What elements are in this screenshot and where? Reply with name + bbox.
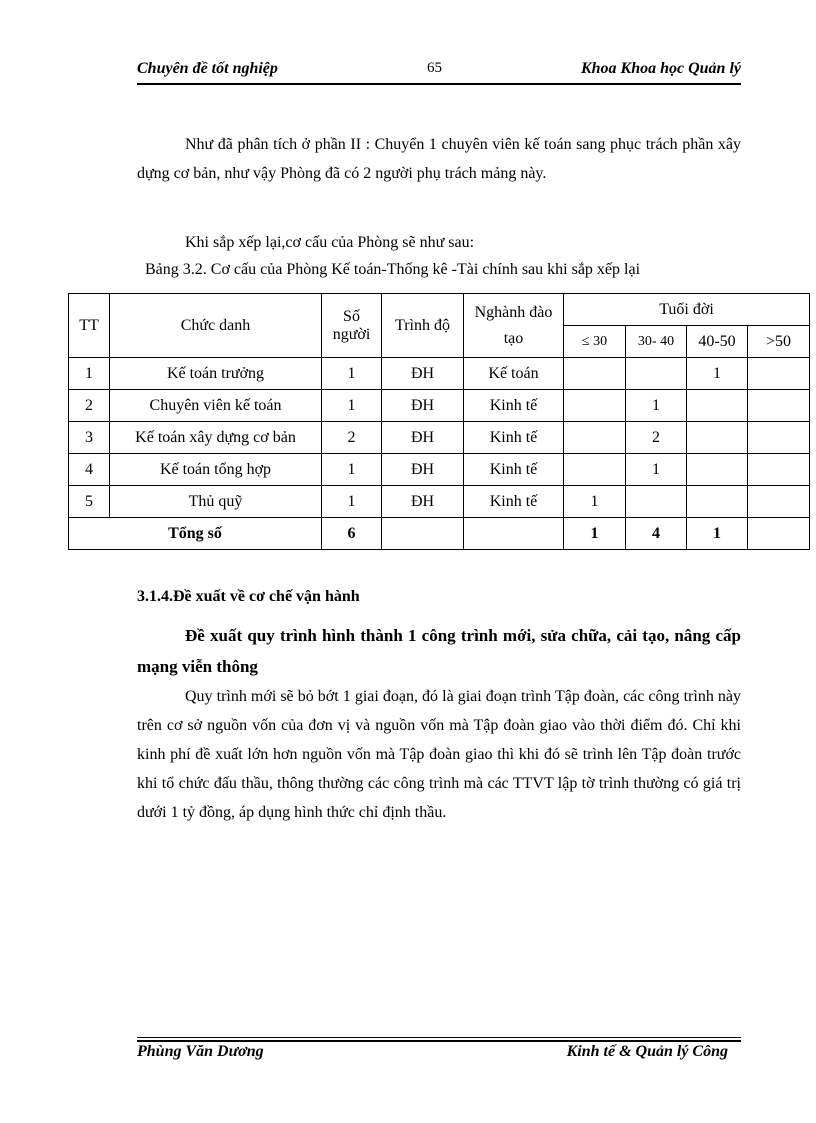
header-level: Trình độ [382,294,464,358]
proposal-title: Đề xuất quy trình hình thành 1 công trình mới, sửa chữa, cải tạo, nâng cấp mạng viễn thông [137,626,741,676]
table-total-row [69,518,810,550]
page-number: 65 [427,60,442,76]
cell-level: ĐH [382,358,464,390]
intro-paragraph: Như đã phân tích ở phần II : Chuyển 1 chuyên viên kế toán sang phục trách phần xây dựng cơ bản, như vậy Phòng đã có 2 người phụ trách mảng này. [137,136,741,182]
cell-title: Kế toán xây dựng cơ bản [110,422,322,454]
cell-title: Chuyên viên kế toán [110,390,322,422]
footer-department: Kinh tế & Quản lý Công [566,1043,728,1060]
cell-age: 1 [687,358,748,390]
footer-author: Phùng Văn Dương [137,1043,264,1060]
table-row [69,358,810,390]
cell-tt: 5 [69,486,110,518]
cell-age: 1 [564,486,626,518]
cell-age: 1 [626,390,687,422]
page-header [137,60,741,82]
cell-age [748,486,810,518]
age-group: ≤ 30 [564,326,626,358]
table-row [69,422,810,454]
cell-age [687,486,748,518]
header-age: Tuổi đời [564,294,810,326]
cell-tt: 2 [69,390,110,422]
cell-field: Kinh tế [464,486,564,518]
cell-field: Kế toán [464,358,564,390]
table-header-row [69,294,810,326]
cell-title: Kế toán trưởng [110,358,322,390]
cell-level: ĐH [382,422,464,454]
total-age [748,518,810,550]
staff-structure-table [68,293,810,550]
footer-divider [137,1037,741,1038]
section-heading: 3.1.4.Đề xuất về cơ chế vận hành [137,588,360,605]
cell-tt: 3 [69,422,110,454]
header-left-title: Chuyên đề tốt nghiệp [137,60,278,77]
cell-count: 1 [322,358,382,390]
cell-age [564,422,626,454]
cell-age [564,358,626,390]
cell-age [748,454,810,486]
cell-level: ĐH [382,454,464,486]
table-row [69,486,810,518]
cell-count: 1 [322,486,382,518]
cell-count: 1 [322,390,382,422]
cell-title: Thủ quỹ [110,486,322,518]
cell-age [687,390,748,422]
cell-age [626,486,687,518]
cell-count: 2 [322,422,382,454]
cell-age [748,358,810,390]
cell-age: 1 [626,454,687,486]
header-tt: TT [69,294,110,358]
structure-paragraph: Khi sắp xếp lại,cơ cấu của Phòng sẽ như sau: [185,234,475,251]
cell-field: Kinh tế [464,422,564,454]
cell-count: 1 [322,454,382,486]
total-count: 6 [322,518,382,550]
cell-level: ĐH [382,486,464,518]
total-label: Tổng số [69,518,322,550]
cell-age [564,390,626,422]
table-caption: Bảng 3.2. Cơ cấu của Phòng Kế toán-Thống kê -Tài chính sau khi sắp xếp lại [145,261,641,278]
table-row [69,454,810,486]
cell-field: Kinh tế [464,390,564,422]
cell-level: ĐH [382,390,464,422]
cell-field: Kinh tế [464,454,564,486]
total-field [464,518,564,550]
cell-tt: 4 [69,454,110,486]
header-count: Số người [322,294,382,358]
total-age: 4 [626,518,687,550]
cell-age [687,422,748,454]
header-right-title: Khoa Khoa học Quản lý [580,60,741,77]
age-group: >50 [748,326,810,358]
cell-title: Kế toán tổng hợp [110,454,322,486]
header-title: Chức danh [110,294,322,358]
proposal-body: Quy trình mới sẽ bỏ bớt 1 giai đoạn, đó là giai đoạn trình Tập đoàn, các công trình này trên cơ sở nguồn vốn của đơn vị và nguồn vốn mà Tập đoàn giao vào thời điểm đó. Chỉ khi kinh phí đề xuất lớn hơn nguồn vốn mà Tập đoàn giao thì khi đó sẽ trình lên Tập đoàn trước khi tổ chức đấu thầu, thông thường các công trình mà các TTVT lập tờ trình thường có giá trị dưới 1 tỷ đồng, áp dụng hình thức chỉ định thầu. [137,688,741,821]
cell-age [564,454,626,486]
cell-age [748,422,810,454]
total-level [382,518,464,550]
age-group: 30- 40 [626,326,687,358]
header-field: Nghành đào tạo [464,294,564,358]
footer-divider-thick [137,1040,741,1042]
cell-age [626,358,687,390]
total-age: 1 [687,518,748,550]
cell-age [687,454,748,486]
cell-tt: 1 [69,358,110,390]
cell-age [748,390,810,422]
header-divider [137,83,741,85]
age-group: 40-50 [687,326,748,358]
cell-age: 2 [626,422,687,454]
table-row [69,390,810,422]
total-age: 1 [564,518,626,550]
